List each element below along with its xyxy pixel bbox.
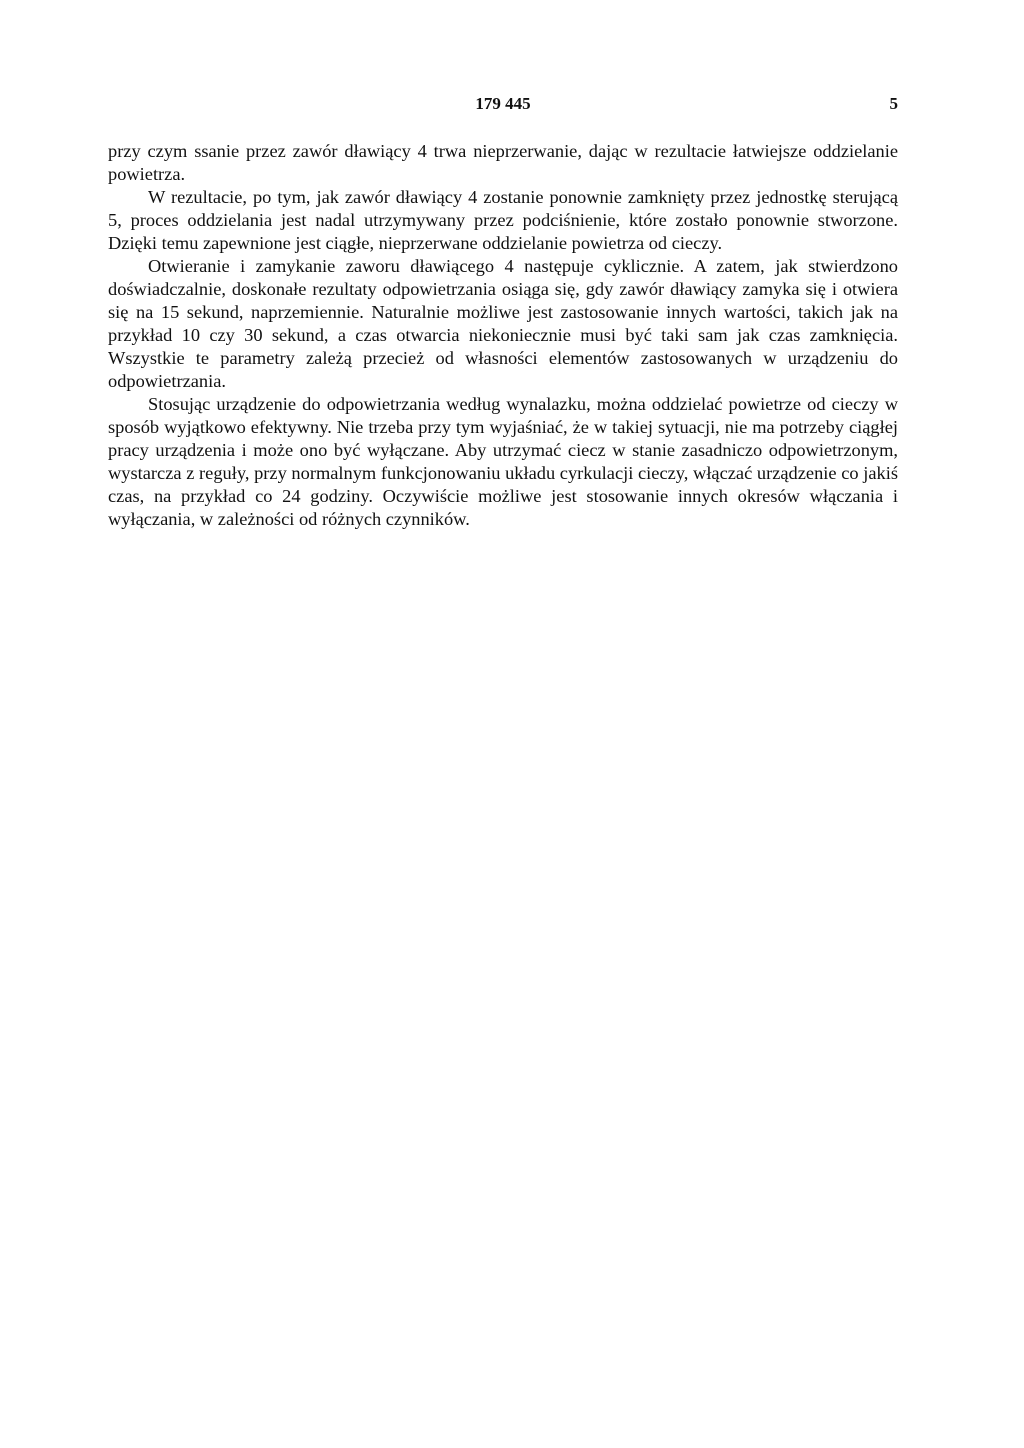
paragraph-1: przy czym ssanie przez zawór dławiący 4 trwa nieprzerwanie, dając w rezultacie łatwiejsze oddzielanie powietrza. <box>108 141 898 184</box>
paragraph-2: W rezultacie, po tym, jak zawór dławiący 4 zostanie ponownie zamknięty przez jednostkę sterującą 5, proces oddzielania jest nadal utrzymywany przez podciśnienie, które zostało ponownie stworzone. Dzięki temu zapewnione jest ciągłe, nieprzerwane oddzielanie powietrza od cieczy. <box>108 187 898 253</box>
page-number: 5 <box>889 94 898 113</box>
page-header <box>108 94 898 118</box>
body-text <box>108 140 898 531</box>
document-number: 179 445 <box>475 94 531 113</box>
paragraph-4: Stosując urządzenie do odpowietrzania według wynalazku, można oddzielać powietrze od cieczy w sposób wyjątkowo efektywny. Nie trzeba przy tym wyjaśniać, że w takiej sytuacji, nie ma potrzeby ciągłej pracy urządzenia i może ono być wyłączane. Aby utrzymać ciecz w stanie zasadniczo odpowietrzonym, wystarcza z reguły, przy normalnym funkcjonowaniu układu cyrkulacji cieczy, włączać urządzenie co jakiś czas, na przykład co 24 godziny. Oczywiście możliwe jest stosowanie innych okresów włączania i wyłączania, w zależności od różnych czynników. <box>108 394 898 529</box>
paragraph-3: Otwieranie i zamykanie zaworu dławiącego 4 następuje cyklicznie. A zatem, jak stwierdzono doświadczalnie, doskonałe rezultaty odpowietrzania osiąga się, gdy zawór dławiący zamyka się i otwiera się na 15 sekund, naprzemiennie. Naturalnie możliwe jest zastosowanie innych wartości, takich jak na przykład 10 czy 30 sekund, a czas otwarcia niekoniecznie musi być taki sam jak czas zamknięcia. Wszystkie te parametry zależą przecież od własności elementów zastosowanych w urządzeniu do odpowietrzania. <box>108 256 898 391</box>
